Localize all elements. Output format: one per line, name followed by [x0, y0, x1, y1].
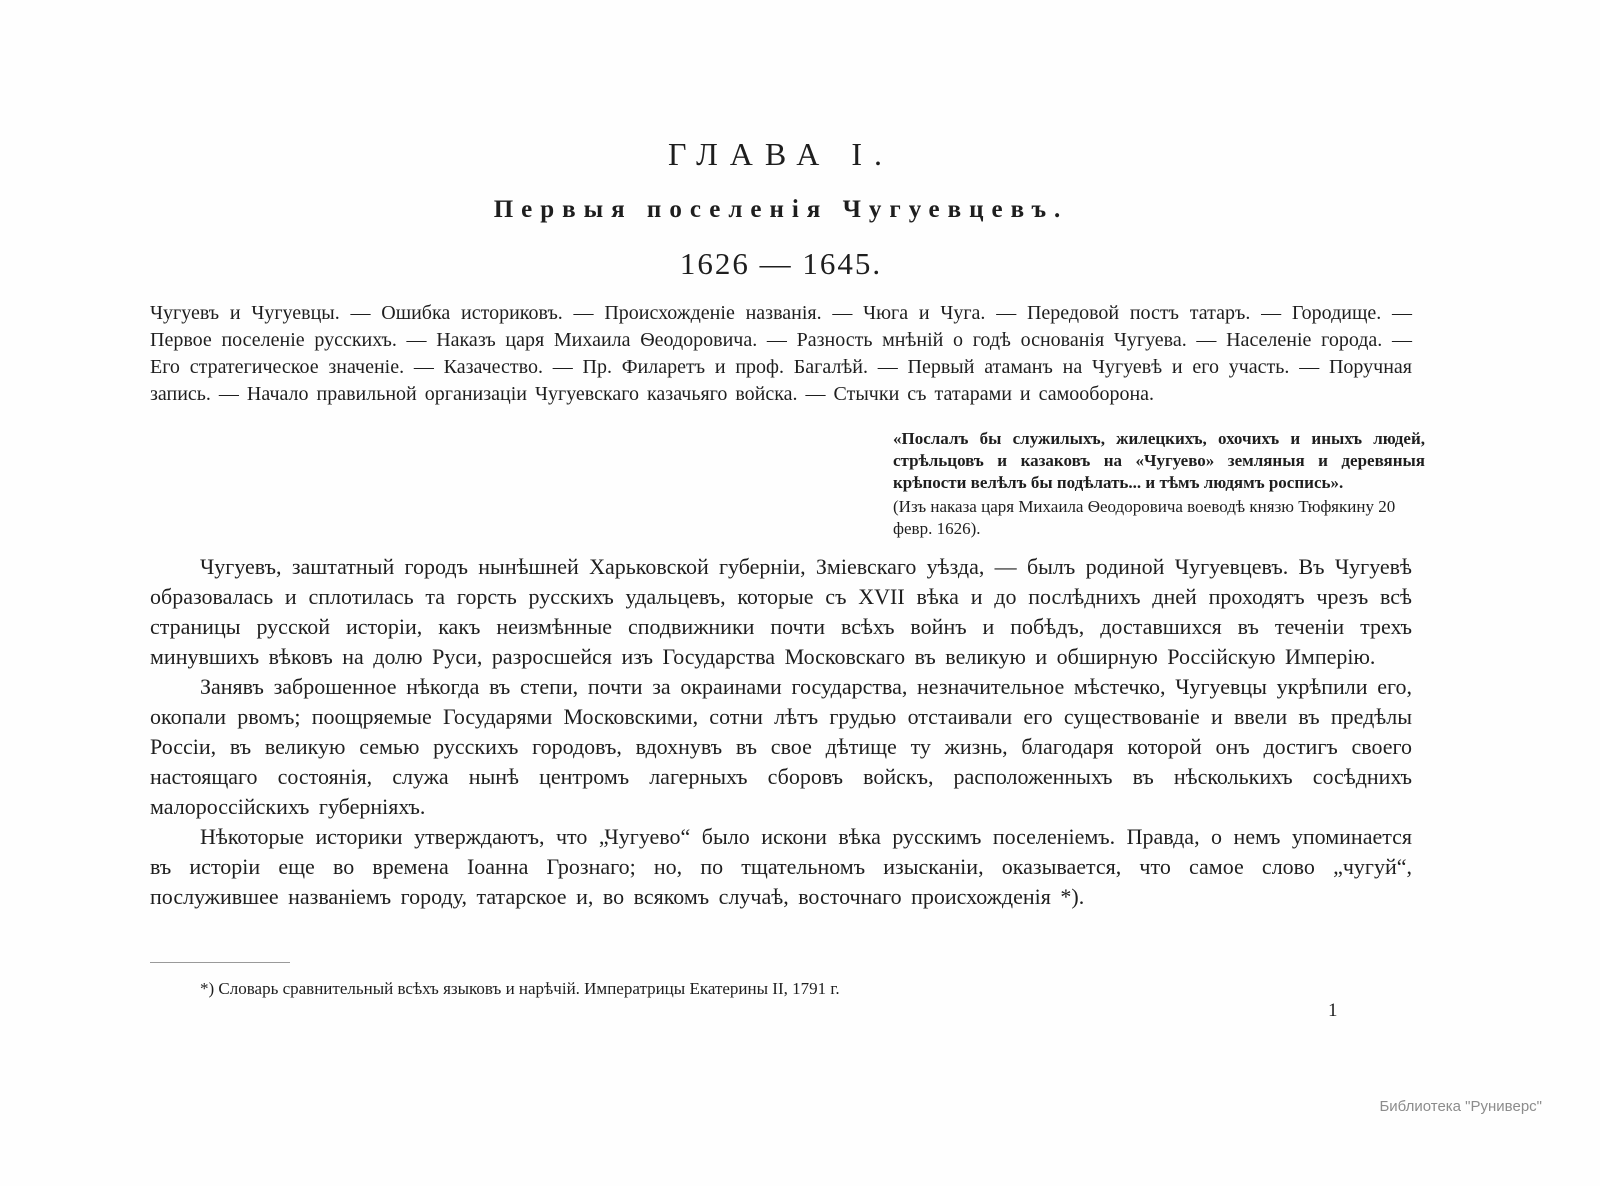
epigraph — [893, 428, 1425, 540]
epigraph-quote: «Послалъ бы служилыхъ, жилецкихъ, охочихъ и иныхъ людей, стрѣльцовъ и казаковъ на «Чугуево» земляныя и деревяныя крѣпости велѣлъ бы подѣлать... и тѣмъ людямъ роспись». — [893, 429, 1425, 492]
paragraph-3: Нѣкоторые историки утверждаютъ, что „Чугуево“ было искони вѣка русскимъ поселеніемъ. Правда, о немъ упоминается въ исторіи еще во времена Іоанна Грознаго; но, по тщательномъ изысканіи, оказывается, что самое слово „чугуй“, послужившее названіемъ городу, татарское и, во всякомъ случаѣ, восточнаго происхожденія *). — [150, 824, 1412, 909]
footnote: *) Словарь сравнительный всѣхъ языковъ и нарѣчій. Императрицы Екатерины II, 1791 г. — [200, 979, 840, 998]
page-number: 1 — [1328, 1000, 1338, 1021]
chapter-summary: Чугуевъ и Чугуевцы. — Ошибка историковъ. — Происхожденіе названія. — Чюга и Чуга. — Передовой постъ татаръ. — Городище. — Первое поселеніе русскихъ. — Наказъ царя Михаила Ѳеодоровича. — Разность мнѣній о годѣ основанія Чугуева. — Населеніе города. — Его стратегическое значеніе. — Казачество. — Пр. Филаретъ и проф. Багалѣй. — Первый атаманъ на Чугуевѣ и его участь. — Поручная запись. — Начало правильной организаціи Чугуевскаго казачьяго войска. — Стычки съ татарами и самооборона. — [150, 302, 1412, 405]
paragraph-1: Чугуевъ, заштатный городъ нынѣшней Харьковской губерніи, Зміевскаго уѣзда, — былъ родиной Чугуевцевъ. Въ Чугуевѣ образовалась и сплотилась та горсть русскихъ удальцевъ, которые съ XVII вѣка и до послѣднихъ дней проходятъ чрезъ всѣ страницы русской исторіи, какъ неизмѣнные сподвижники почти всѣхъ войнъ и побѣдъ, доставшихся въ теченіи трехъ минувшихъ вѣковъ на долю Руси, разросшейся изъ Государства Московскаго въ великую и обширную Россійскую Имперію. — [150, 554, 1412, 669]
epigraph-source: (Изъ наказа царя Михаила Ѳеодоровича воеводѣ князю Тюфякину 20 февр. 1626). — [893, 497, 1396, 538]
footnote-divider — [150, 962, 290, 963]
library-watermark: Библиотека "Руниверс" — [1379, 1098, 1542, 1115]
section-title: Первыя поселенія Чугуевцевъ. — [493, 196, 1069, 223]
body-text — [150, 552, 1412, 912]
chapter-title: ГЛАВА I. — [668, 136, 894, 172]
chapter-dates: 1626 — 1645. — [679, 246, 883, 281]
paragraph-2: Занявъ заброшенное нѣкогда въ степи, почти за окраинами государства, незначительное мѣстечко, Чугуевцы укрѣпили его, окопали рвомъ; поощряемые Государями Московскими, сотни лѣтъ грудью отстаивали его существованіе и ввели въ предѣлы Россіи, въ великую семью русскихъ городовъ, вдохнувъ въ свое дѣтище ту жизнь, благодаря которой онъ достигъ своего настоящаго состоянія, служа нынѣ центромъ лагерныхъ сборовъ войскъ, расположенныхъ въ нѣсколькихъ сосѣднихъ малороссійскихъ губерніяхъ. — [150, 674, 1412, 819]
